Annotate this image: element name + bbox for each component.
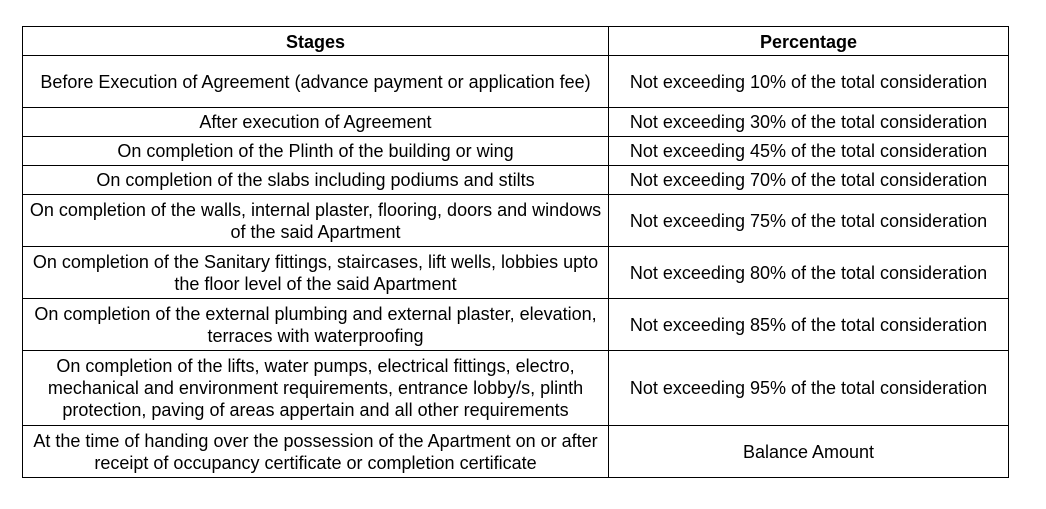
table-row [23, 166, 1009, 195]
payment-schedule-table [22, 26, 1009, 478]
column-header-percentage: Percentage [609, 27, 1009, 56]
stage-cell: After execution of Agreement [23, 108, 609, 137]
stage-cell: On completion of the slabs including podiums and stilts [23, 166, 609, 195]
percentage-cell: Not exceeding 85% of the total consideration [609, 299, 1009, 351]
column-header-stages: Stages [23, 27, 609, 56]
percentage-cell: Not exceeding 45% of the total consideration [609, 137, 1009, 166]
percentage-cell: Not exceeding 75% of the total consideration [609, 195, 1009, 247]
stage-cell: On completion of the Sanitary fittings, staircases, lift wells, lobbies upto the floor level of the said Apartment [23, 247, 609, 299]
stage-cell: Before Execution of Agreement (advance payment or application fee) [23, 56, 609, 108]
header-row [23, 27, 1009, 56]
stage-cell: On completion of the walls, internal plaster, flooring, doors and windows of the said Apartment [23, 195, 609, 247]
stage-cell: On completion of the external plumbing and external plaster, elevation, terraces with waterproofing [23, 299, 609, 351]
stage-cell: On completion of the Plinth of the building or wing [23, 137, 609, 166]
percentage-cell: Balance Amount [609, 426, 1009, 478]
table-row [23, 426, 1009, 478]
table-row [23, 299, 1009, 351]
table-row [23, 137, 1009, 166]
stage-cell: On completion of the lifts, water pumps, electrical fittings, electro, mechanical and environment requirements, entrance lobby/s, plinth protection, paving of areas appertain and all other requirements [23, 351, 609, 426]
percentage-cell: Not exceeding 10% of the total consideration [609, 56, 1009, 108]
table-row [23, 247, 1009, 299]
stage-cell: At the time of handing over the possession of the Apartment on or after receipt of occupancy certificate or completion certificate [23, 426, 609, 478]
percentage-cell: Not exceeding 95% of the total consideration [609, 351, 1009, 426]
table-row [23, 108, 1009, 137]
percentage-cell: Not exceeding 70% of the total consideration [609, 166, 1009, 195]
percentage-cell: Not exceeding 30% of the total consideration [609, 108, 1009, 137]
table-row [23, 351, 1009, 426]
percentage-cell: Not exceeding 80% of the total consideration [609, 247, 1009, 299]
table-row [23, 195, 1009, 247]
table-row [23, 56, 1009, 108]
